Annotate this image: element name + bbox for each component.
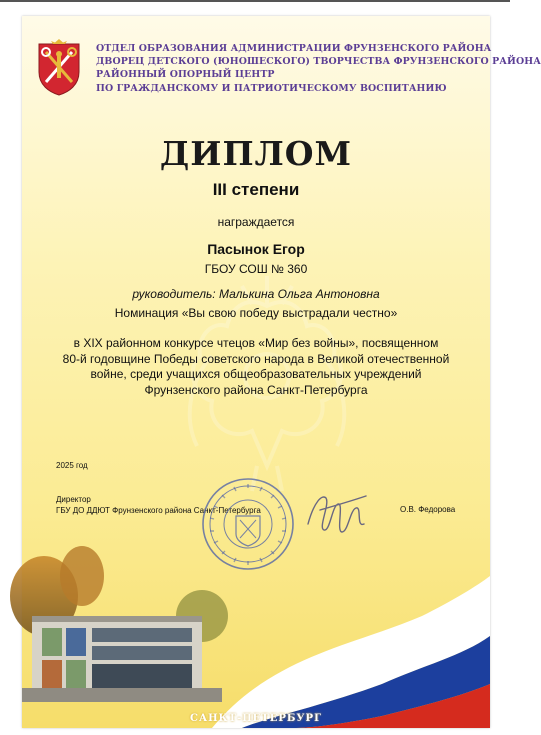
header-line-3: РАЙОННЫЙ ОПОРНЫЙ ЦЕНТР [96, 69, 275, 81]
school-building-icon [22, 616, 222, 702]
russian-flag-icon [212, 576, 490, 728]
supervisor-line: руководитель: Малькина Ольга Антоновна [132, 287, 380, 301]
awarded-label: награждается [217, 215, 295, 229]
city-footer: САНКТ-ПЕТЕРБУРГ [190, 713, 322, 724]
recipient-name: Пасынок Егор [207, 241, 305, 257]
recipient-school: ГБОУ СОШ № 360 [204, 262, 308, 276]
header-line-1: ОТДЕЛ ОБРАЗОВАНИЯ АДМИНИСТРАЦИИ ФРУНЗЕНСКОГО РАЙОНА [96, 43, 492, 54]
description-line-3: войне, среди учащихся общеобразовательных учреждений [90, 367, 422, 381]
director-role: Директор [56, 495, 91, 504]
award-year: 2025 год [56, 461, 88, 470]
header-line-4: ПО ГРАЖДАНСКОМУ И ПАТРИОТИЧЕСКОМУ ВОСПИТАНИЮ [96, 82, 447, 94]
description-line-1: в XIX районном конкурсе чтецов «Мир без войны», посвященном [73, 336, 439, 350]
diploma-title: ДИПЛОМ [159, 134, 353, 173]
description-line-2: 80-й годовщине Победы советского народа в Великой отечественной [62, 351, 450, 366]
bottom-scene-illustration [22, 16, 541, 728]
description-line-4: Фрунзенского района Санкт-Петербурга [144, 382, 368, 397]
top-rule [0, 0, 510, 2]
signer-name: О.В. Федорова [400, 505, 456, 514]
nomination-line: Номинация «Вы свою победу выстрадали честно» [114, 306, 398, 320]
diploma-degree: III степени [212, 180, 300, 199]
diploma-sheet [22, 16, 541, 728]
header-line-2: ДВОРЕЦ ДЕТСКОГО (ЮНОШЕСКОГО) ТВОРЧЕСТВА ФРУНЗЕНСКОГО РАЙОНА [96, 56, 541, 68]
director-organization: ГБУ ДО ДДЮТ Фрунзенского района Санкт-Петербурга [56, 506, 261, 515]
